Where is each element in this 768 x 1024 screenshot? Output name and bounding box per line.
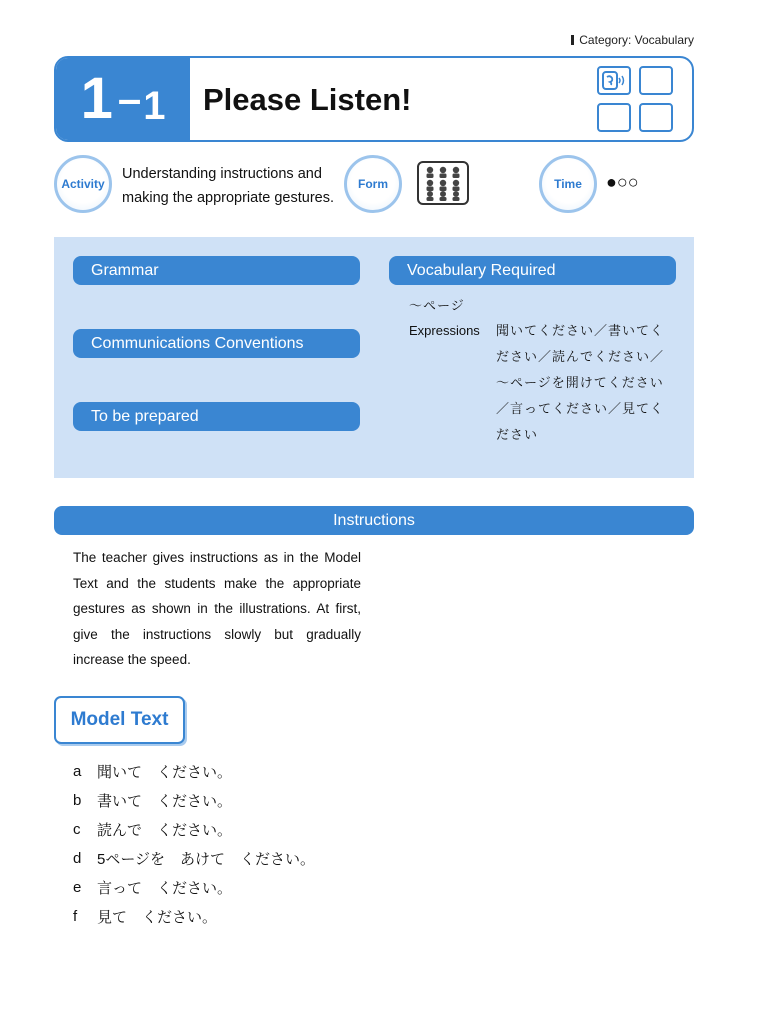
lesson-separator: – (117, 75, 142, 122)
skill-box-4 (639, 103, 673, 132)
item-letter: e (73, 879, 82, 896)
grammar-heading: Grammar (73, 256, 360, 285)
list-item (73, 815, 315, 844)
model-text-heading: Model Text (54, 696, 185, 744)
activity-description (122, 162, 334, 210)
list-item (73, 844, 315, 873)
item-text: 聞いて ください。 (97, 764, 233, 781)
item-letter: f (73, 908, 78, 925)
item-letter: a (73, 763, 82, 780)
model-text-list (73, 757, 315, 931)
time-rating: ●○○ (606, 172, 639, 192)
expressions-line3: 〜ページを開けてください (496, 375, 664, 390)
item-letter: d (73, 850, 82, 867)
expressions-line2: ださい／読んでください／ (496, 349, 665, 364)
lesson-minor: 1 (143, 84, 166, 128)
time-label: Time (554, 177, 582, 191)
form-badge (344, 155, 402, 213)
form-label: Form (358, 177, 388, 191)
list-item (73, 757, 315, 786)
item-text: 言って ください。 (97, 880, 233, 897)
category-text: Category: Vocabulary (579, 33, 694, 47)
speaker-ear-icon (599, 68, 629, 93)
communication-heading: Communications Conventions (73, 329, 360, 358)
skill-box-listening (597, 66, 631, 95)
skill-box-2 (639, 66, 673, 95)
expressions-line5: ださい (496, 427, 539, 442)
activity-text-line2: making the appropriate gestures. (122, 190, 334, 206)
lesson-number (56, 58, 190, 140)
lesson-major: 1 (80, 66, 112, 131)
item-text: 読んで ください。 (97, 822, 233, 839)
category-label (571, 33, 694, 47)
item-text: 書いて ください。 (97, 793, 233, 810)
prepared-heading: To be prepared (73, 402, 360, 431)
vocab-item: 〜ページ (409, 298, 465, 313)
expressions-list (496, 318, 664, 448)
instructions-body: The teacher gives instructions as in the Model Text and the students make the appropriate gestures as shown in the illustrations. At first, give the instructions slowly but gradually increase the speed. (73, 550, 361, 667)
list-item (73, 902, 315, 931)
activity-badge (54, 155, 112, 213)
category-marker (571, 35, 574, 45)
item-text: 5ページを あけて ください。 (97, 851, 316, 868)
instructions-heading: Instructions (54, 506, 694, 535)
expressions-line1: 聞いてください／書いてく (496, 323, 665, 338)
vocabulary-heading: Vocabulary Required (389, 256, 676, 285)
time-badge (539, 155, 597, 213)
activity-text-line1: Understanding instructions and (122, 166, 322, 182)
skill-box-3 (597, 103, 631, 132)
expressions-line4: ／言ってください／見てく (496, 401, 665, 416)
item-letter: b (73, 792, 82, 809)
activity-label: Activity (61, 177, 105, 191)
lesson-title: Please Listen! (203, 82, 412, 117)
item-letter: c (73, 821, 81, 838)
expressions-label: Expressions (409, 323, 480, 338)
item-text: 見て ください。 (97, 909, 218, 926)
lesson-header (54, 56, 694, 142)
list-item (73, 873, 315, 902)
class-group-icon (417, 161, 469, 205)
list-item (73, 786, 315, 815)
requirements-panel (54, 237, 694, 478)
